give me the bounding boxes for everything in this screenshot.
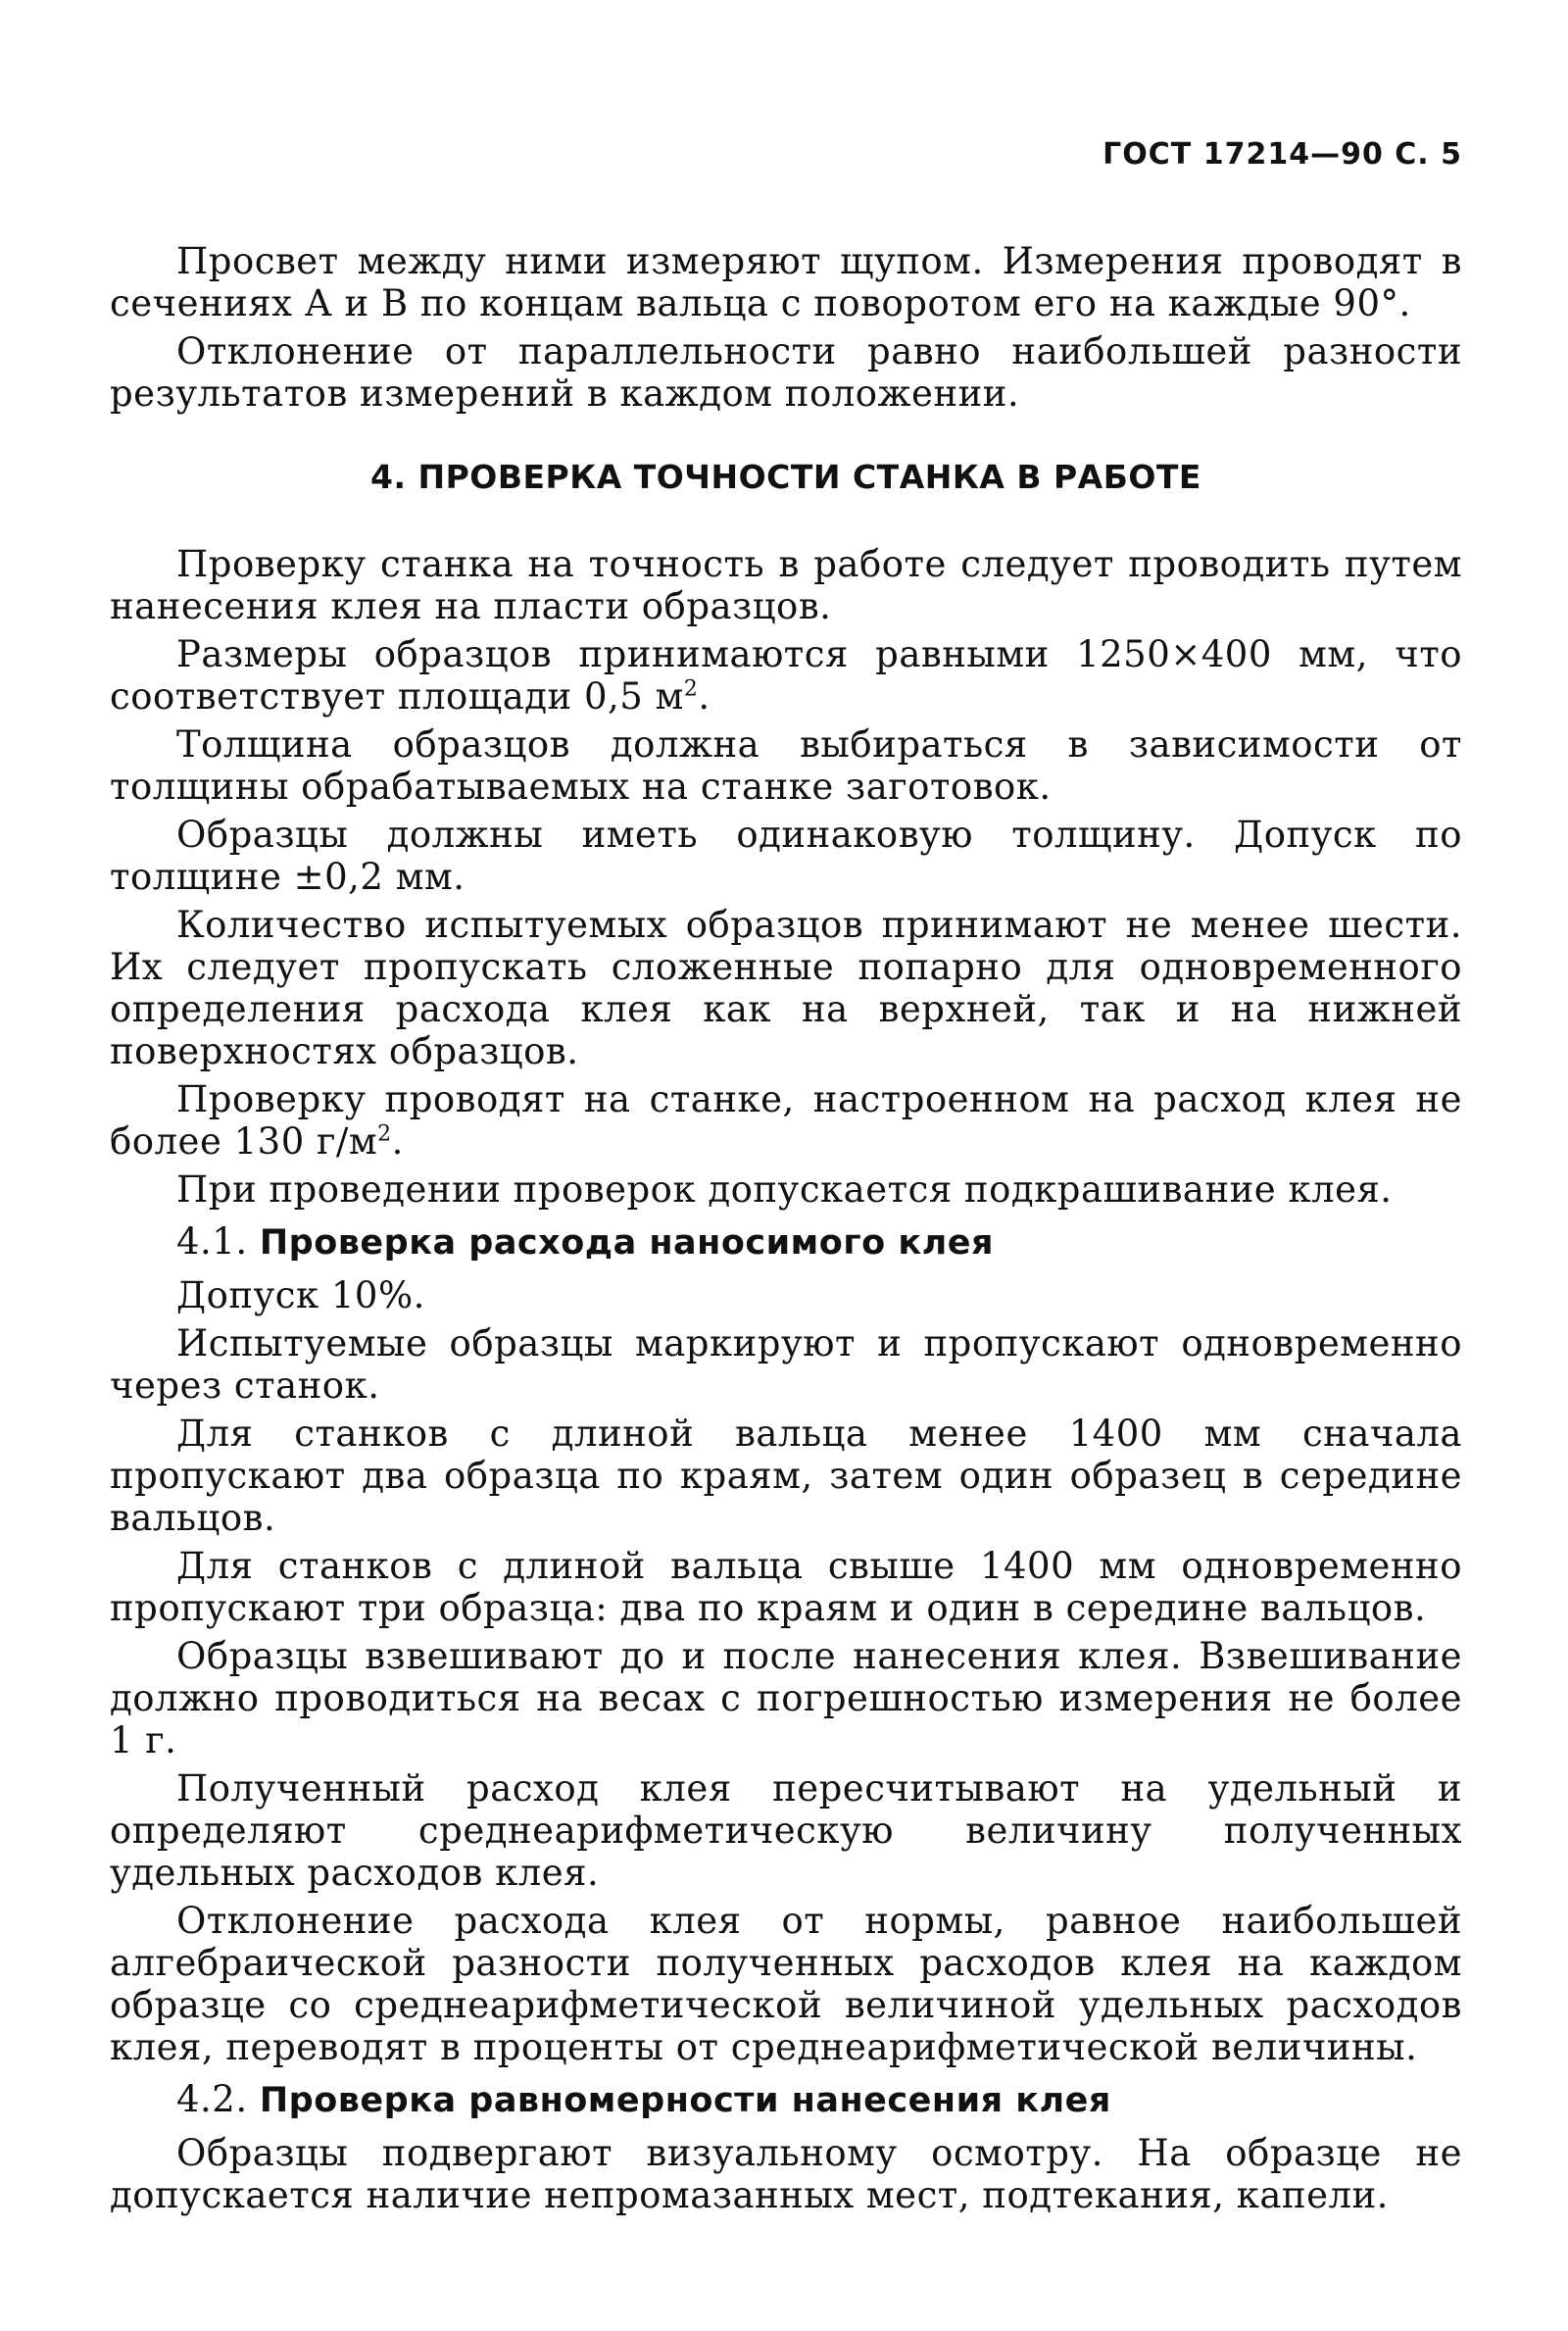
paragraph: Образцы взвешивают до и после нанесения клея. Взвешивание должно проводиться на весах с погрешностью измерения не более 1 г. bbox=[110, 1635, 1462, 1761]
paragraph-end: . bbox=[698, 675, 710, 718]
subsection-heading bbox=[176, 2078, 1462, 2122]
paragraph: Полученный расход клея пересчитывают на удельный и определяют среднеарифметическую величину полученных удельных расходов клея. bbox=[110, 1767, 1462, 1894]
paragraph: Проверку станка на точность в работе следует проводить путем нанесения клея на пласти образцов. bbox=[110, 543, 1462, 627]
paragraph: Для станков с длиной вальца менее 1400 мм сначала пропускают два образца по краям, затем один образец в середине вальцов. bbox=[110, 1413, 1462, 1539]
paragraph: Количество испытуемых образцов принимают не менее шести. Их следует пропускать сложенные попарно для одновременного определения расхода клея как на верхней, так и на нижней поверхностях образцов. bbox=[110, 904, 1462, 1072]
subsection-number: 4.2. bbox=[176, 2078, 248, 2120]
running-header: ГОСТ 17214—90 С. 5 bbox=[1102, 137, 1462, 172]
paragraph bbox=[110, 1078, 1462, 1163]
paragraph: Просвет между ними измеряют щупом. Измерения проводят в сечениях А и В по концам вальца с поворотом его на каждые 90°. bbox=[110, 240, 1462, 324]
subsection-title: Проверка расхода наносимого клея bbox=[259, 1223, 994, 1263]
paragraph: Отклонение расхода клея от нормы, равное наибольшей алгебраической разности полученных расходов клея на каждом образце со среднеарифметической величиной удельных расходов клея, переводят в проценты от среднеарифметической величины. bbox=[110, 1900, 1462, 2068]
paragraph bbox=[110, 633, 1462, 718]
subsection-number: 4.1. bbox=[176, 1220, 248, 1263]
paragraph-end: . bbox=[391, 1120, 404, 1163]
paragraph: При проведении проверок допускается подкрашивание клея. bbox=[176, 1168, 1393, 1211]
paragraph: Толщина образцов должна выбираться в зависимости от толщины обрабатываемых на станке заготовок. bbox=[110, 723, 1462, 808]
paragraph-text: Размеры образцов принимаются равными 1250×400 мм, что соответствует площади 0,5 м bbox=[110, 633, 1462, 718]
paragraph: Для станков с длиной вальца свыше 1400 мм одновременно пропускают три образца: два по краям и один в середине вальцов. bbox=[110, 1545, 1462, 1629]
paragraph: Испытуемые образцы маркируют и пропускают одновременно через станок. bbox=[110, 1322, 1462, 1407]
paragraph: Образцы должны иметь одинаковую толщину. Допуск по толщине ±0,2 мм. bbox=[110, 814, 1462, 898]
paragraph: Допуск 10%. bbox=[176, 1274, 425, 1316]
superscript: 2 bbox=[683, 676, 699, 702]
section-title: 4. ПРОВЕРКА ТОЧНОСТИ СТАНКА В РАБОТЕ bbox=[370, 458, 1201, 496]
superscript: 2 bbox=[377, 1121, 392, 1147]
paragraph: Образцы подвергают визуальному осмотру. На образце не допускается наличие непромазанных мест, подтекания, капели. bbox=[110, 2132, 1462, 2216]
document-page bbox=[110, 118, 1462, 2222]
paragraph-text: Проверку проводят на станке, настроенном на расход клея не более 130 г/м bbox=[110, 1078, 1462, 1163]
subsection-heading bbox=[176, 1220, 1462, 1265]
subsection-title: Проверка равномерности нанесения клея bbox=[259, 2081, 1111, 2120]
paragraph: Отклонение от параллельности равно наибольшей разности результатов измерений в каждом положении. bbox=[110, 330, 1462, 415]
